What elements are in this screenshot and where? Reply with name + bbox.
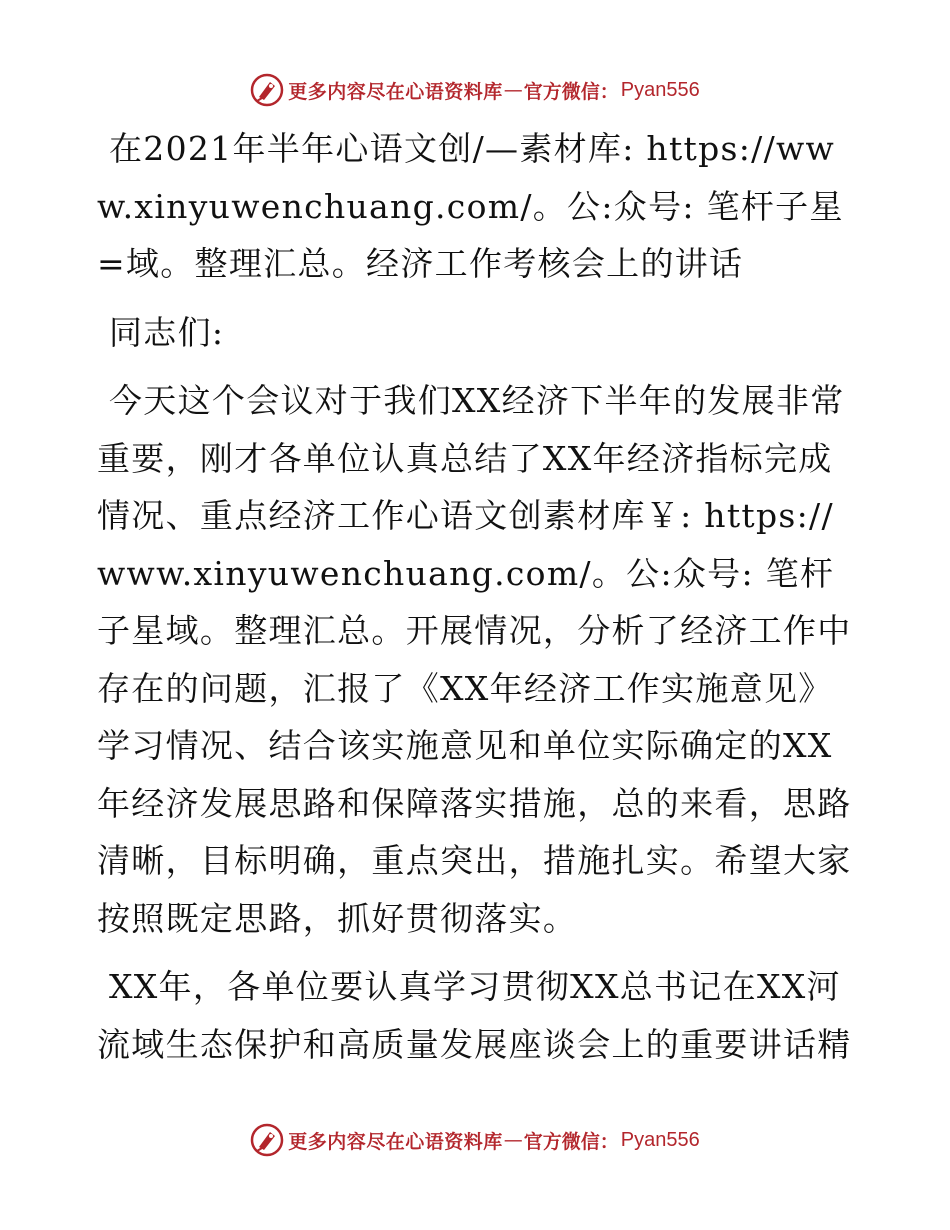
- paragraph-text: XX年，各单位要认真学习贯彻XX总书记在XX河流域生态保护和高质量发展座谈会上的重要讲话精: [97, 967, 852, 1064]
- pen-nib-logo-icon: [250, 73, 284, 107]
- paragraph-body-1: [97, 372, 857, 947]
- banner-main-text: 更多内容尽在心语资料库: [288, 80, 503, 103]
- document-body: [97, 120, 857, 1084]
- paragraph-text: 同志们:: [109, 312, 225, 352]
- paragraph-text: 今天这个会议对于我们XX经济下半年的发展非常重要，刚才各单位认真总结了XX年经济指标完成情况、重点经济工作心语文创素材库￥: https://www.xinyuwenchuang.com/。公:众号: 笔杆子星域。整理汇总。开展情况，分析了经济工作中存在的问题，汇报了《XX年经济工作实施意见》学习情况、结合该实施意见和单位实际确定的XX年经济发展思路和保障落实措施，总的来看，思路清晰，目标明确，重点突出，措施扎实。希望大家按照既定思路，抓好贯彻落实。: [97, 381, 852, 938]
- footer-watermark-banner: [0, 1120, 950, 1160]
- banner-wechat-id: Pyan556: [620, 78, 700, 101]
- banner-dash: —: [503, 1129, 523, 1151]
- banner-dash: —: [503, 79, 523, 101]
- paragraph-body-2: [97, 958, 857, 1073]
- banner-wechat-label: 官方微信：: [523, 1130, 619, 1153]
- pen-nib-logo-icon: [250, 1123, 284, 1157]
- header-watermark-banner: [0, 70, 950, 110]
- paragraph-salutation: [97, 304, 857, 362]
- banner-wechat-label: 官方微信：: [523, 80, 619, 103]
- paragraph-text: 在2021年半年心语文创/—素材库: https://www.xinyuwenchuang.com/。公:众号: 笔杆子星=域。整理汇总。经济工作考核会上的讲话: [97, 129, 844, 283]
- banner-main-text: 更多内容尽在心语资料库: [288, 1130, 503, 1153]
- banner-wechat-id: Pyan556: [620, 1128, 700, 1151]
- paragraph-title-intro: [97, 120, 857, 293]
